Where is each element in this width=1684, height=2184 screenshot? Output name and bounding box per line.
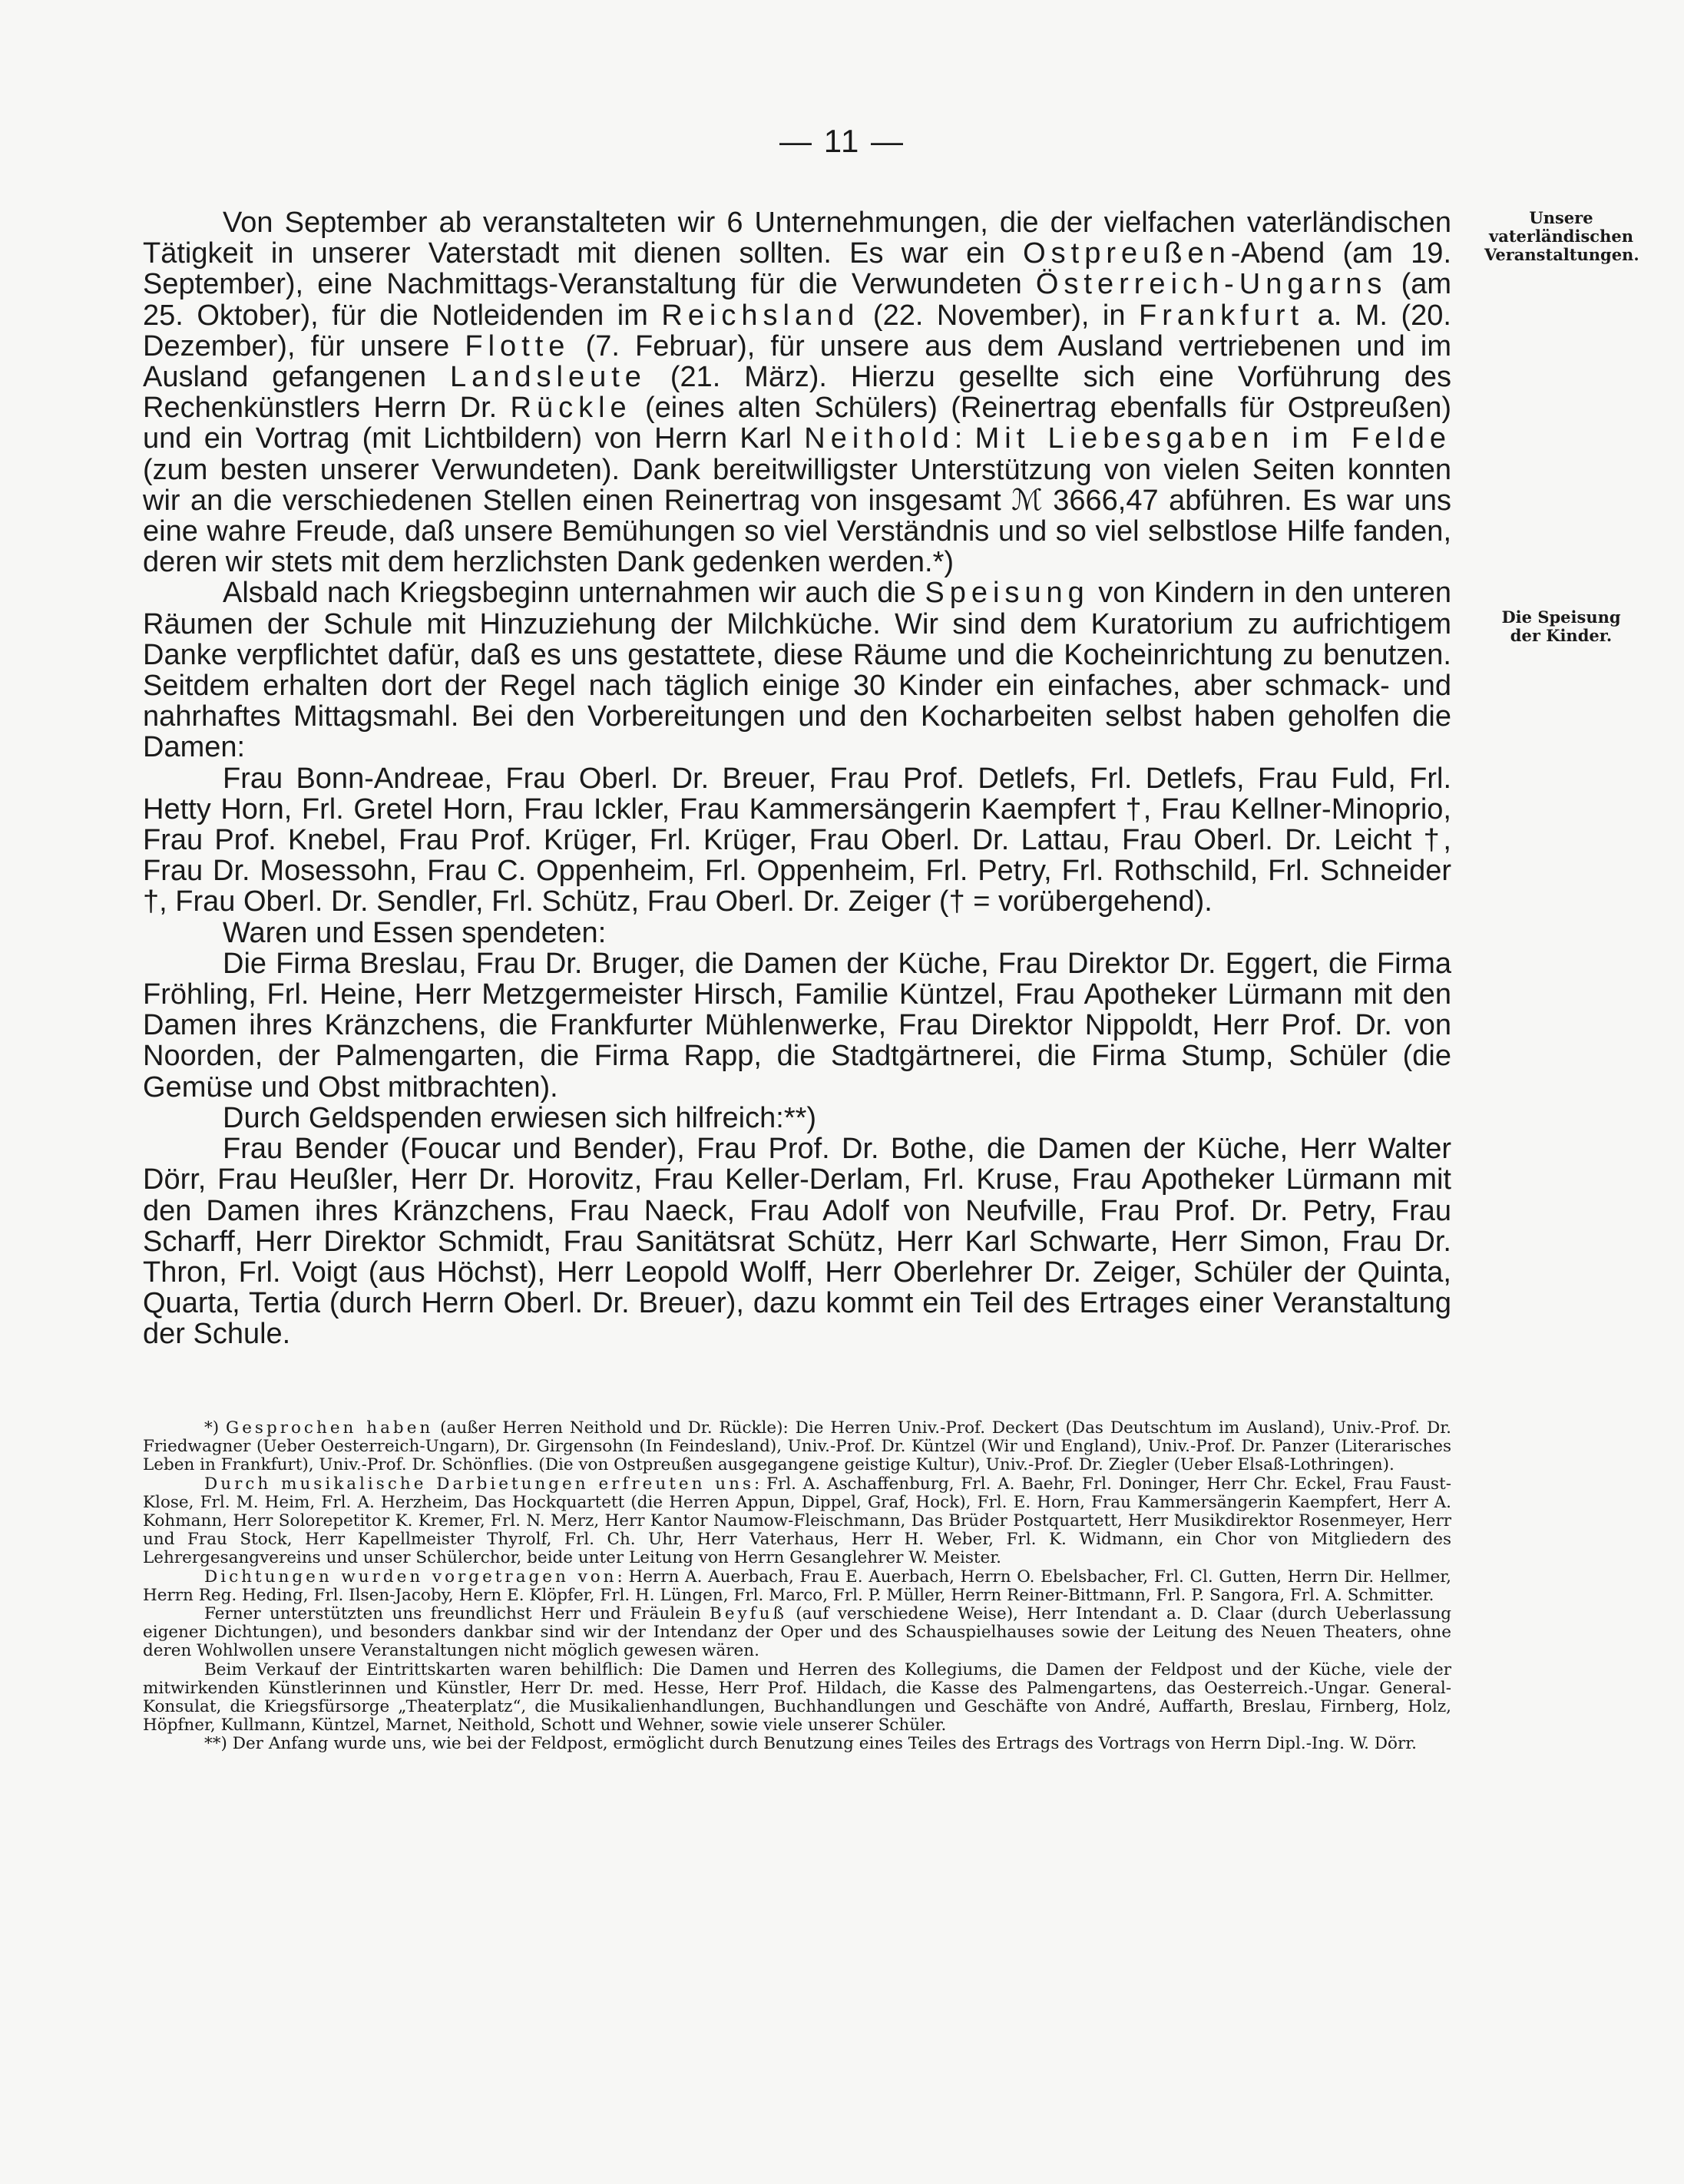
margin-note-speisung: Die Speisung der Kinder. bbox=[1501, 607, 1621, 645]
spaced-text: Neithold bbox=[804, 422, 954, 455]
text-run: (auf verschiedene Weise), Herr Intendant a. D. Claar (durch Ueberlassung eigener Dichtungen), und besonders dankbar sind wir der Intendanz der Oper und des Schauspielhauses sowie der Leitung des Neuen Theaters, ohne deren Wohlwollen unsere Veranstaltungen nicht möglich gewesen wären. bbox=[143, 1604, 1452, 1661]
spaced-text: Dichtungen wurden vorgetragen von bbox=[204, 1567, 617, 1587]
text-run: (zum besten unserer Verwundeten). Dank bereitwilligster Unterstützung von vielen Seiten konnten wir an die verschiedenen Stellen einen Reinertrag von insgesamt ℳ 3666,47 abführen. Es war uns eine wahre Freude, daß unsere Bemühungen so viel Verständnis und so viel selbstlose Hilfe fanden, deren wir stets mit dem herzlichsten Dank gedenken werden.*) bbox=[143, 453, 1451, 579]
page-number: — 11 — bbox=[779, 123, 905, 159]
text-run: Von September ab veranstalteten wir 6 Unternehmungen, die der vielfachen vaterländischen Tätigkeit in unserer Vaterstadt mit dienen sollten. Es war ein bbox=[143, 207, 1451, 270]
footnote-gesprochen bbox=[143, 1419, 1451, 1475]
paragraph-helferinnen: Frau Bonn-Andreae, Frau Oberl. Dr. Breuer, Frau Prof. Detlefs, Frl. Detlefs, Frau Fuld, Frl. Hetty Horn, Frl. Gretel Horn, Frau Ickler, Frau Kammersängerin Kaempfert †, Frau Kellner-Minoprio, Frau Prof. Knebel, Frau Prof. Krüger, Frl. Krüger, Frau Oberl. Dr. Lattau, Frau Oberl. Dr. Leicht †, Frau Dr. Mosessohn, Frau C. Oppenheim, Frl. Oppenheim, Frl. Petry, Frl. Rothschild, Frl. Schneider †, Frau Oberl. Dr. Sendler, Frl. Schütz, Frau Oberl. Dr. Zeiger († = vorübergehend). bbox=[143, 762, 1451, 918]
spaced-text: Durch musikalische Darbietungen erfreuten uns bbox=[204, 1474, 755, 1494]
paragraph-geldspenden-heading: Durch Geldspenden erwiesen sich hilfreich:**) bbox=[223, 1101, 817, 1134]
spaced-text: Speisung bbox=[925, 577, 1090, 610]
spaced-text: Österreich-Ungarns bbox=[1035, 268, 1388, 301]
text-run: *) bbox=[204, 1418, 227, 1438]
text-run: Alsbald nach Kriegsbeginn unternahmen wir auch die bbox=[223, 577, 925, 610]
text-run: (am 25. Oktober), für die Notleidenden im bbox=[143, 268, 1452, 332]
footnote-dichtungen bbox=[143, 1568, 1451, 1605]
spaced-text: Reichsland bbox=[661, 299, 860, 332]
margin-note-veranstaltungen: Unsere vaterländischen Veranstaltungen. bbox=[1484, 208, 1639, 264]
footnote-ferner bbox=[143, 1605, 1451, 1661]
footnotes bbox=[143, 1419, 1451, 1754]
paragraph-geldspenden-list: Frau Bender (Foucar und Bender), Frau Prof. Dr. Bothe, die Damen der Küche, Herr Walter Dörr, Frau Heußler, Herr Dr. Horovitz, Frau Keller-Derlam, Frl. Kruse, Frau Apotheker Lürmann mit den Damen ihres Kränzchens, Frau Naeck, Frau Adolf von Neufville, Frau Prof. Dr. Petry, Frau Scharff, Herr Direktor Schmidt, Frau Sanitätsrat Schütz, Herr Karl Schwarte, Herr Simon, Frau Dr. Thron, Frl. Voigt (aus Höchst), Herr Leopold Wolff, Herr Oberlehrer Dr. Zeiger, Schüler der Quinta, Quarta, Tertia (durch Herrn Oberl. Dr. Breuer), dazu kommt ein Teil des Ertrages einer Veranstaltung der Schule. bbox=[143, 1133, 1451, 1351]
spaced-text: Frankfurt bbox=[1139, 299, 1305, 332]
text-run: (eines alten Schülers) (Reinertrag ebenfalls für Ostpreußen) und ein Vortrag (mit Lichtbildern) von Herrn Karl bbox=[143, 392, 1451, 455]
text-run: (7. Februar), für unsere aus dem Ausland vertriebenen und im Ausland gefangenen bbox=[143, 329, 1451, 394]
text-run: (21. März). Hierzu gesellte sich eine Vorführung des Rechenkünstlers Herrn Dr. bbox=[143, 361, 1452, 425]
text-run: : Frl. A. Aschaffenburg, Frl. A. Baehr, Frl. Doninger, Herr Chr. Eckel, Frau Faust-Klose, Frl. M. Heim, Frl. A. Herzheim, Das Hockquartett (die Herren Appun, Dippel, Graf, Hock), Frl. E. Horn, Frau Kammersängerin Kaempfert, Herr A. Kohmann, Herr Solorepetitor K. Kremer, Frl. N. Merz, Herr Kantor Naumow-Fleischmann, Das Brüder Postquartett, Herr Musikdirektor Rosenmeyer, Herr und Frau Stock, Herr Kapellmeister Thyrolf, Frl. Ch. Uhr, Herr Vaterhaus, Herr H. Weber, Frl. K. Widmann, ein Chor von Mitgliedern des Lehrergesangvereins und unser Schülerchor, beide unter Leitung von Herrn Gesanglehrer W. Meister. bbox=[143, 1474, 1451, 1568]
footnote-eintrittskarten: Beim Verkauf der Eintrittskarten waren behilflich: Die Damen und Herren des Kollegiums, die Damen der Feldpost und der Küche, viele der mitwirkenden Künstlerinnen und Künstler, Herr Dr. med. Hesse, Herr Prof. Hildach, die Kasse des Palmengartens, das Oesterreich.-Ungar. General-Konsulat, die Kriegsfürsorge „Theaterplatz“, die Musikalienhandlungen, Buchhandlungen und Geschäfte von André, Auffarth, Breslau, Firnberg, Holz, Höpfner, Kullmann, Küntzel, Marnet, Neithold, Schott und Wehner, sowie viele unserer Schüler. bbox=[143, 1660, 1451, 1736]
footnote-anfang: **) Der Anfang wurde uns, wie bei der Feldpost, ermöglicht durch Benutzung eines Teiles des Ertrags des Vortrags von Herrn Dipl.-Ing. W. Dörr. bbox=[204, 1734, 1418, 1754]
paragraph-veranstaltungen bbox=[143, 207, 1451, 577]
text-run: von Kindern in den unteren Räumen der Schule mit Hinzuziehung der Milchküche. Wir sind dem Kuratorium zu aufrichtigem Danke verpflichtet dafür, daß es uns gestattete, diese Räume und die Kocheinrichtung zu benutzen. Seitdem erhalten dort der Regel nach täglich einige 30 Kinder ein einfaches, aber schmack- und nahrhaftes Mittagsmahl. Bei den Vorbereitungen und den Kocharbeiten selbst haben geholfen die Damen: bbox=[143, 577, 1451, 764]
main-text bbox=[143, 207, 1451, 1350]
spaced-text: Gesprochen haben bbox=[226, 1418, 434, 1438]
spaced-text: Beyfuß bbox=[710, 1604, 787, 1624]
paragraph-speisung bbox=[143, 577, 1451, 763]
text-run: : Herrn A. Auerbach, Frau E. Auerbach, Herrn O. Ebelsbacher, Frl. Cl. Gutten, Herrn Dir. Hellmer, Herrn Reg. Heding, Frl. Ilsen-Jacoby, Hern E. Klöpfer, Frl. H. Lüngen, Frl. Marco, Frl. P. Müller, Herrn Reiner-Bittmann, Frl. P. Sangora, Frl. A. Schmitter. bbox=[143, 1567, 1451, 1605]
text-run: (außer Herren Neithold und Dr. Rückle): Die Herren Univ.-Prof. Deckert (Das Deutschtum im Ausland), Univ.-Prof. Dr. Friedwagner (Ueber Oesterreich-Ungarn), Dr. Girgensohn (In Feindesland), Univ.-Prof. Dr. Küntzel (Wir und England), Univ.-Prof. Dr. Panzer (Literarisches Leben in Frankfurt), Univ.-Prof. Dr. Schönflies. (Die von Ostpreußen ausgegangene geistige Kultur), Univ.-Prof. Dr. Ziegler (Ueber Elsaß-Lothringen). bbox=[143, 1418, 1451, 1475]
spaced-text: Mit Liebesgaben im Felde bbox=[974, 422, 1451, 455]
text-run: : bbox=[954, 422, 975, 455]
spaced-text: Ostpreußen bbox=[1023, 237, 1231, 270]
spaced-text: Rückle bbox=[510, 392, 632, 425]
paragraph-spender-heading: Waren und Essen spendeten: bbox=[223, 916, 607, 949]
text-run: a. M. (20. Dezember), für unsere bbox=[143, 299, 1451, 362]
text-run: Ferner unterstützten uns freundlichst Herr und Fräulein bbox=[204, 1604, 710, 1624]
spaced-text: Flotte bbox=[465, 329, 571, 362]
spaced-text: Landsleute bbox=[449, 361, 647, 394]
text-run: (22. November), in bbox=[859, 299, 1140, 332]
text-run: -Abend (am 19. September), eine Nachmittags-Veranstaltung für die Verwundeten bbox=[143, 237, 1451, 301]
footnote-musik bbox=[143, 1475, 1451, 1568]
paragraph-spender-list: Die Firma Breslau, Frau Dr. Bruger, die Damen der Küche, Frau Direktor Dr. Eggert, die Firma Fröhling, Frl. Heine, Herr Metzgermeister Hirsch, Familie Küntzel, Frau Apotheker Lürmann mit den Damen ihres Kränzchens, die Frankfurter Mühlenwerke, Frau Direktor Nippoldt, Herr Prof. Dr. von Noorden, der Palmengarten, die Firma Rapp, die Stadtgärtnerei, die Firma Stump, Schüler (die Gemüse und Obst mitbrachten). bbox=[143, 947, 1451, 1104]
